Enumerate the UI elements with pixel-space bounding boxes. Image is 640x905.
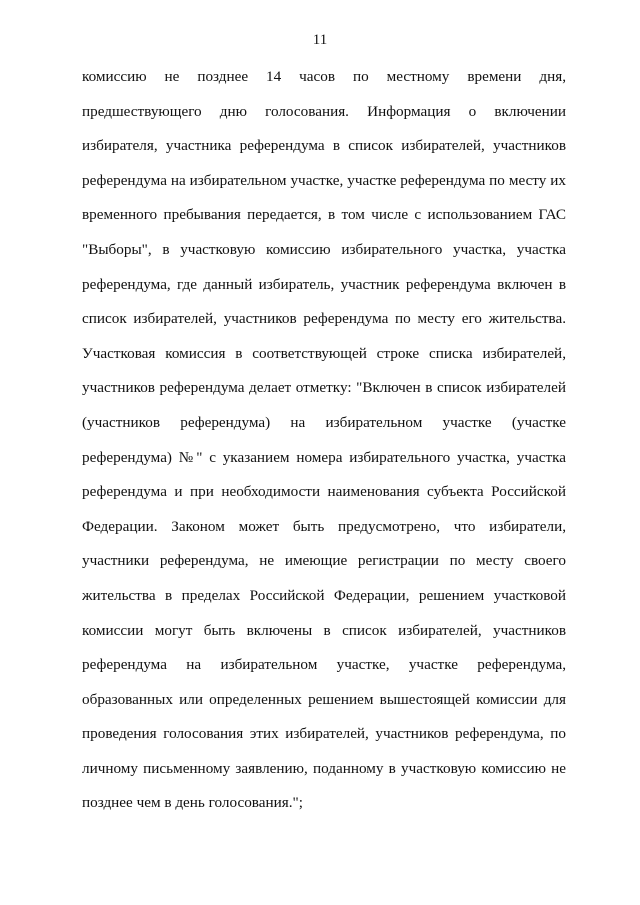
text-line: комиссию не позднее 14 часов по местному времени дня, xyxy=(82,68,566,85)
text-line: участников референдума делает отметку: "Включен в список избирателей xyxy=(82,379,566,397)
text-line: (участников референдума) на избирательном участке (участке xyxy=(82,413,566,431)
text-line: список избирателей, участников референдума по месту его жительства. xyxy=(82,310,566,328)
text-line: проведения голосования этих избирателей, участников референдума, по xyxy=(82,725,566,743)
text-line: "Выборы", в участковую комиссию избирательного участка, участка xyxy=(82,240,566,258)
body-text xyxy=(82,66,566,827)
text-line: комиссии могут быть включены в список избирателей, участников xyxy=(82,621,566,639)
text-line: личному письменному заявлению, поданному в участковую комиссию не xyxy=(82,759,566,777)
text-line: участники референдума, не имеющие регистрации по месту своего xyxy=(82,552,566,570)
text-line: референдума, где данный избиратель, участник референдума включен в xyxy=(82,275,566,293)
page-number: 11 xyxy=(312,32,328,48)
text-line: образованных или определенных решением вышестоящей комиссии для xyxy=(82,690,566,708)
text-line: референдума на избирательном участке, участке референдума, xyxy=(82,656,566,674)
text-line: референдума и при необходимости наименования субъекта Российской xyxy=(82,483,566,501)
text-line: референдума) №" с указанием номера избирательного участка, участка xyxy=(82,448,566,466)
text-line: предшествующего дню голосования. Информация о включении xyxy=(82,102,566,120)
text-line: Участковая комиссия в соответствующей строке списка избирателей, xyxy=(82,344,566,362)
text-line-last: позднее чем в день голосования."; xyxy=(82,794,303,812)
text-line: избирателя, участника референдума в список избирателей, участников xyxy=(82,137,566,155)
text-line: временного пребывания передается, в том числе с использованием ГАС xyxy=(82,206,566,224)
text-line: референдума на избирательном участке, участке референдума по месту их xyxy=(82,171,566,189)
text-line: жительства в пределах Российской Федерации, решением участковой xyxy=(82,586,566,604)
text-line: Федерации. Законом может быть предусмотрено, что избиратели, xyxy=(82,517,566,535)
